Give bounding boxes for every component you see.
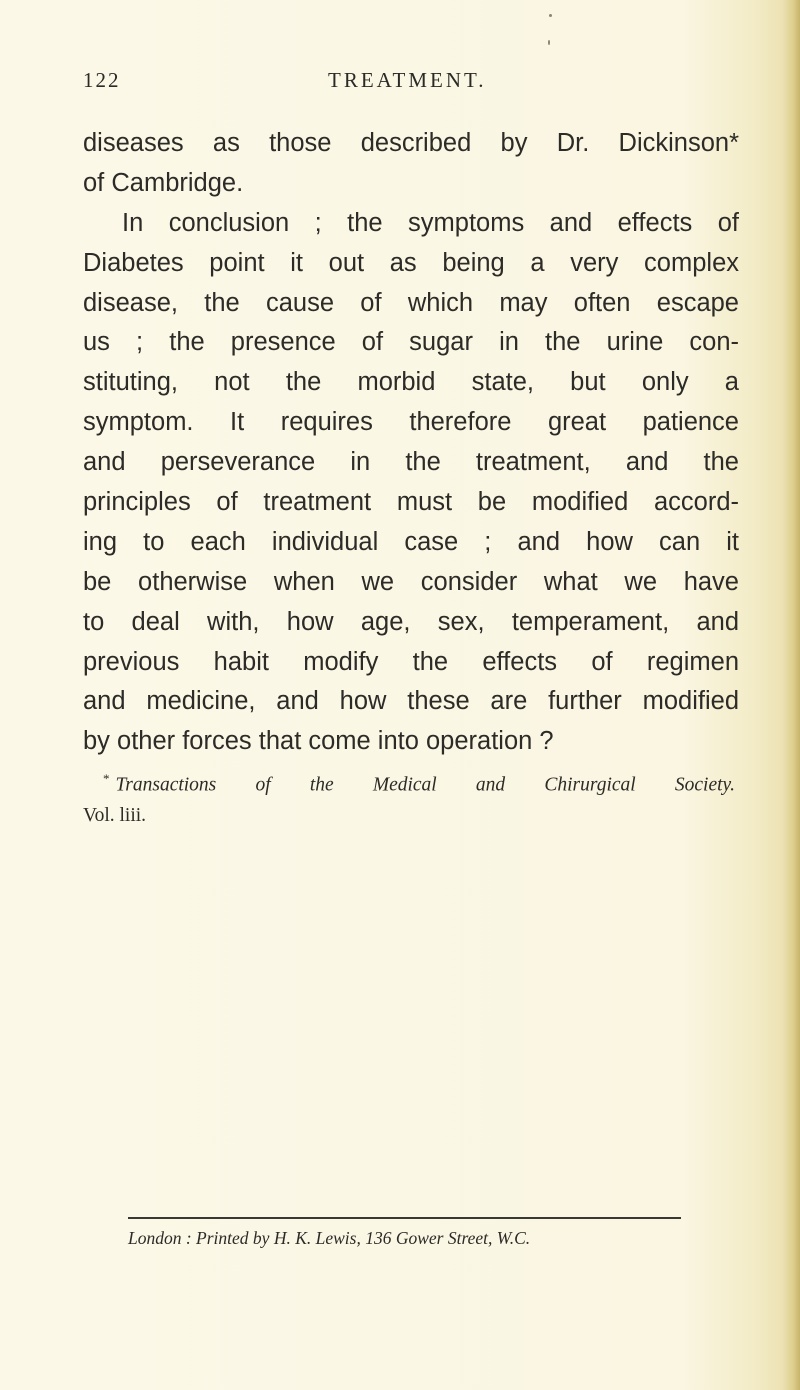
text-line: diseases as those described by Dr. Dickinson* — [83, 129, 739, 157]
page-header — [83, 68, 583, 100]
text-line: and perseverance in the treatment, and the — [83, 448, 739, 477]
ink-speck — [549, 14, 552, 17]
text-line: symptom. It requires therefore great patience — [83, 408, 739, 437]
text-line: of Cambridge. — [83, 168, 244, 197]
body-text — [83, 124, 739, 762]
text-line: to deal with, how age, sex, temperament, and — [83, 607, 739, 636]
footnote-volume: Vol. liii. — [83, 804, 147, 826]
page-number: 122 — [83, 68, 121, 92]
text-line: principles of treatment must be modified accord- — [83, 488, 739, 517]
text-line: by other forces that come into operation ? — [83, 727, 554, 756]
footnote-marker: * — [103, 771, 110, 786]
footnote-citation — [83, 764, 735, 801]
text-line: disease, the cause of which may often escape — [83, 288, 739, 317]
text-line: Diabetes point it out as being a very complex — [83, 248, 739, 277]
footnote-title: Transactions of the Medical and Chirurgical Society. — [115, 774, 735, 796]
footnote — [83, 764, 735, 831]
printer-imprint: London : Printed by H. K. Lewis, 136 Gower Street, W.C. — [128, 1228, 531, 1248]
text-line: us ; the presence of sugar in the urine con- — [83, 328, 739, 357]
running-title: TREATMENT. — [328, 68, 487, 92]
text-line: be otherwise when we consider what we have — [83, 567, 739, 596]
text-line: stituting, not the morbid state, but only a — [83, 368, 739, 397]
ink-speck — [548, 40, 550, 45]
text-line: ing to each individual case ; and how can it — [83, 527, 739, 556]
imprint-rule — [128, 1217, 681, 1219]
text-line: and medicine, and how these are further modified — [83, 687, 739, 716]
page-edge-shadow — [782, 0, 800, 1390]
text-line: previous habit modify the effects of regimen — [83, 647, 739, 676]
text-line: In conclusion ; the symptoms and effects of — [122, 208, 739, 237]
